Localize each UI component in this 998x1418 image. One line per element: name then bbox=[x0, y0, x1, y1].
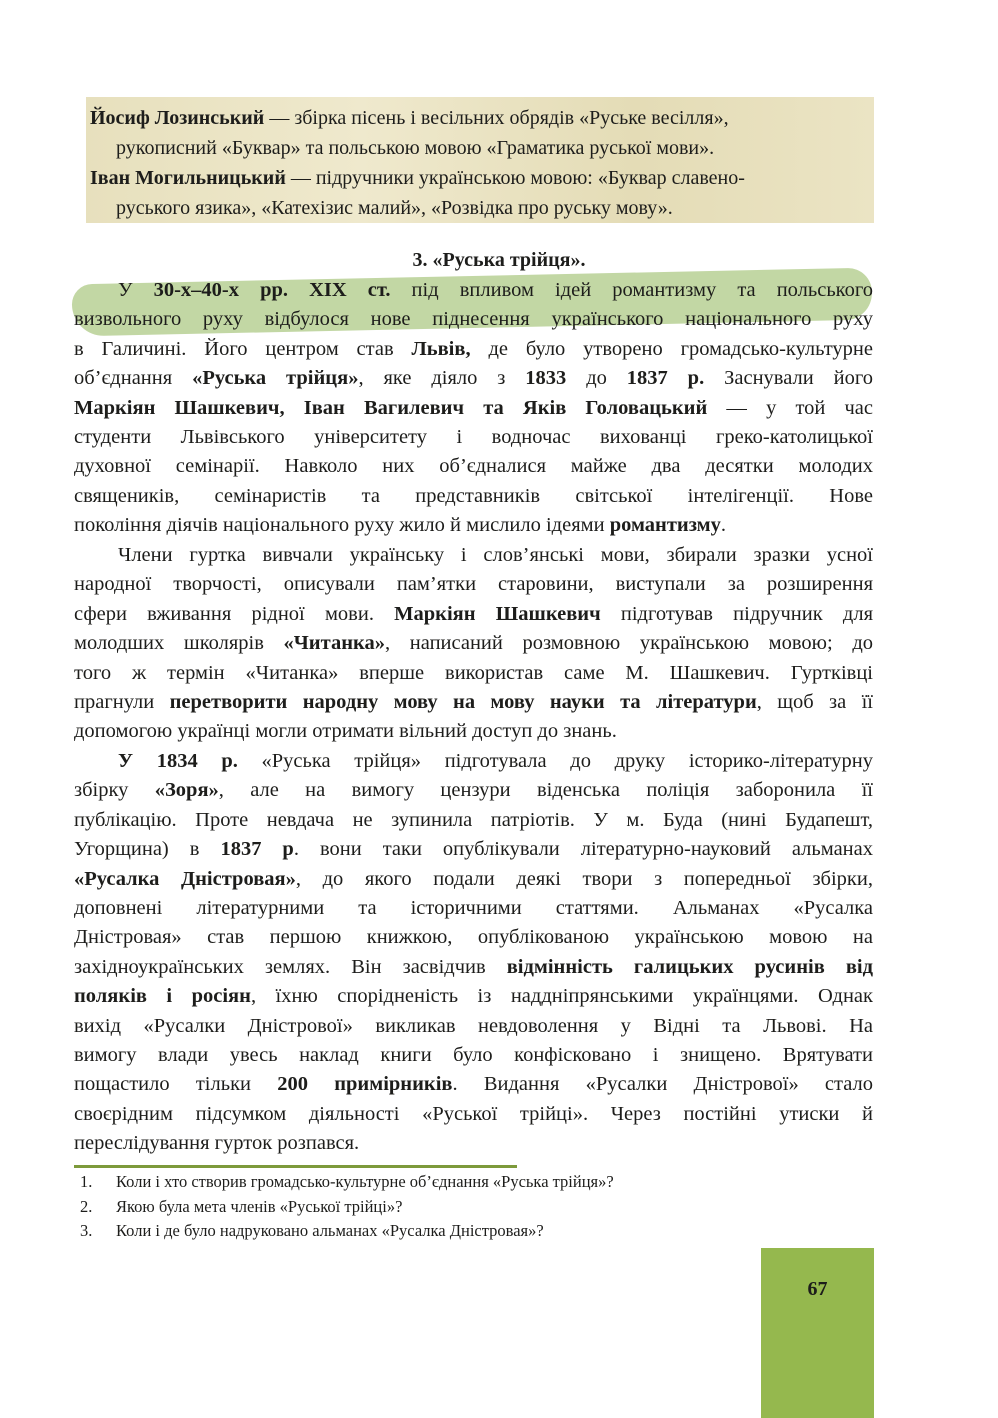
info-text: руського язика», «Катехізис малий», «Розвідка про руську мову». bbox=[116, 197, 673, 219]
text-line: поляків і росіян, їхню спорідненість із наддніпрянськими українцями. Однак bbox=[74, 985, 873, 1008]
text-line: вимогу влади увесь наклад книги було конфісковано і знищено. Врятувати bbox=[74, 1044, 873, 1067]
text-line: Члени гуртка вивчали українську і слов’янські мови, збирали зразки усної bbox=[118, 544, 873, 566]
text-line: сфери вживання рідної мови. Маркіян Шашкевич підготував підручник для bbox=[74, 602, 873, 625]
info-text: — підручники українською мовою: «Буквар славено- bbox=[285, 167, 745, 189]
paragraph-1 bbox=[74, 276, 873, 541]
page-number-tab bbox=[761, 1248, 874, 1418]
text-line: студенти Львівського університету і водночас вихованці греко-католицької bbox=[74, 426, 873, 449]
info-line-1 bbox=[90, 103, 729, 133]
paragraph-2 bbox=[74, 541, 873, 747]
question-item: 2. Якою була мета членів «Руської трійці»? bbox=[80, 1196, 403, 1216]
text-line: молодших школярів «Читанка», написаний розмовною українською мовою; до bbox=[74, 632, 873, 655]
text-line: своєрідним підсумком діяльності «Руської трійці». Через постійні утиски й bbox=[74, 1102, 873, 1125]
text-line: «Русалка Дністровая», до якого подали деякі твори з попередньої збірки, bbox=[74, 867, 873, 890]
text-line: переслідування гурток розпався. bbox=[74, 1132, 360, 1155]
text-line: У 30-х–40-х рр. ХІХ ст. під впливом ідей романтизму та польського bbox=[118, 279, 874, 301]
text-line: вихід «Русалки Дністрової» викликав невдоволення у Відні та Львові. На bbox=[74, 1014, 873, 1037]
questions-list bbox=[80, 1170, 614, 1244]
text-line: публікацію. Проте невдача не зупинила патріотів. У м. Буда (нині Будапешт, bbox=[74, 808, 873, 831]
text-line: священиків, семінаристів та представників світської інтелігенції. Нове bbox=[74, 484, 873, 507]
text-line: прагнули перетворити народну мову на мову науки та літератури, щоб за її bbox=[74, 691, 873, 714]
text-line: доповнені літературними та історичними статтями. Альманах «Русалка bbox=[74, 897, 873, 920]
person-name: Йосиф Лозинський bbox=[90, 107, 265, 129]
text-line: Дністровая» став першою книжкою, опублікованою українською мовою на bbox=[74, 926, 873, 949]
text-line: Маркіян Шашкевич, Іван Вагилевич та Яків Головацький — у той час bbox=[74, 396, 874, 419]
text-line: визвольного руху відбулося нове піднесення українського національного руху bbox=[74, 308, 873, 331]
questions-divider bbox=[74, 1165, 517, 1168]
section-heading: 3. «Руська трійця». bbox=[412, 249, 586, 271]
text-line: того ж термін «Читанка» вперше використав саме М. Шашкевич. Гуртківці bbox=[74, 661, 873, 684]
info-line-2 bbox=[116, 133, 714, 163]
text-line: в Галичині. Його центром став Львів, де було утворено громадсько-культурне bbox=[74, 337, 873, 360]
question-item: 3. Коли і де було надруковано альманах «Русалка Дністровая»? bbox=[80, 1221, 544, 1240]
info-text: — збірка пісень і весільних обрядів «Руське весілля», bbox=[264, 107, 729, 129]
info-text: рукописний «Буквар» та польською мовою «Граматика руської мови». bbox=[116, 137, 715, 159]
text-line: У 1834 р. «Руська трійця» підготувала до друку історико-літературну bbox=[118, 750, 873, 772]
question-item: 1. Коли і хто створив громадсько-культурне об’єднання «Руська трійця»? bbox=[80, 1172, 614, 1191]
text-line: Угорщина) в 1837 р. вони таки опублікували літературно-науковий альманах bbox=[74, 838, 873, 861]
text-line: збірку «Зоря», але на вимогу цензури віденська поліція заборонила її bbox=[74, 779, 874, 802]
text-line: допомогою українці могли отримати вільний доступ до знань. bbox=[74, 720, 617, 743]
text-line: покоління діячів національного руху жило й мислило ідеями романтизму. bbox=[74, 514, 727, 537]
text-line: західноукраїнських землях. Він засвідчив відмінність галицьких русинів від bbox=[74, 955, 873, 978]
info-line-3 bbox=[90, 163, 745, 193]
text-line: об’єднання «Руська трійця», яке діяло з 1833 до 1837 р. Заснували його bbox=[74, 367, 873, 390]
info-line-4 bbox=[116, 193, 673, 223]
text-line: народної творчості, описували пам’ятки старовини, виступали за розширення bbox=[74, 573, 873, 596]
page-number: 67 bbox=[807, 1278, 828, 1300]
paragraph-3 bbox=[74, 747, 873, 1159]
text-line: пощастило тільки 200 примірників. Видання «Русалки Дністрової» стало bbox=[74, 1073, 874, 1096]
text-line: духовної семінарії. Навколо них об’єдналися майже два десятки молодих bbox=[74, 455, 873, 478]
person-name: Іван Могильницький bbox=[90, 167, 286, 189]
